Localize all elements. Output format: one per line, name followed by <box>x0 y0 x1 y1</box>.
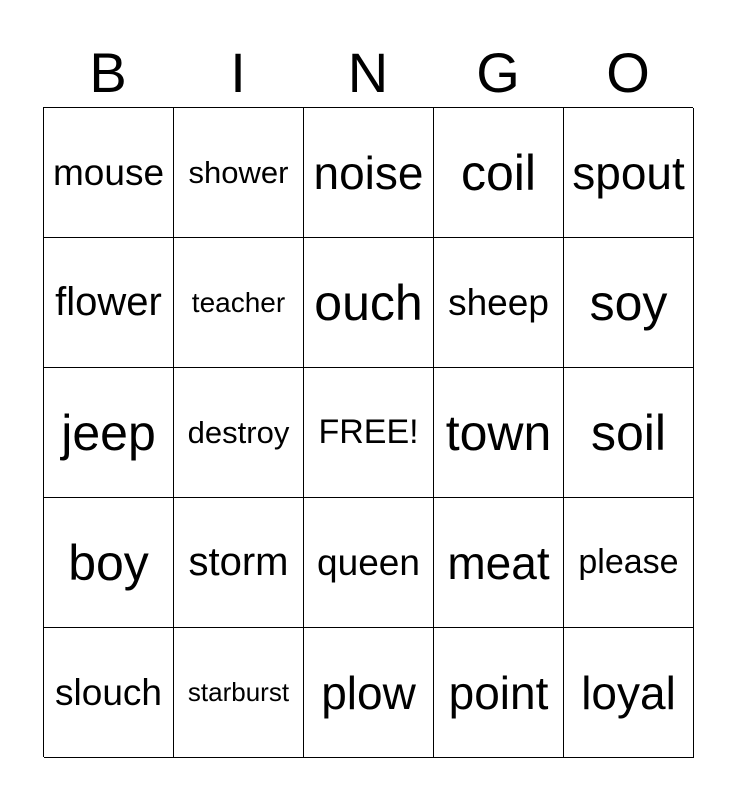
bingo-cell[interactable]: destroy <box>174 368 304 498</box>
header-letter-b: B <box>89 41 127 104</box>
header-letter-g: G <box>476 41 520 104</box>
bingo-cell[interactable]: slouch <box>44 628 174 758</box>
bingo-cell[interactable]: queen <box>304 498 434 628</box>
bingo-cell[interactable]: soil <box>564 368 694 498</box>
bingo-cell[interactable]: ouch <box>304 238 434 368</box>
header-letter-o: O <box>606 41 650 104</box>
header-letter-i: I <box>230 41 246 104</box>
bingo-cell[interactable]: please <box>564 498 694 628</box>
bingo-cell[interactable]: spout <box>564 108 694 238</box>
bingo-cell[interactable]: sheep <box>434 238 564 368</box>
bingo-cell[interactable]: point <box>434 628 564 758</box>
bingo-cell[interactable]: mouse <box>44 108 174 238</box>
bingo-cell[interactable]: storm <box>174 498 304 628</box>
bingo-cell[interactable]: coil <box>434 108 564 238</box>
bingo-cell[interactable]: meat <box>434 498 564 628</box>
bingo-header <box>43 40 693 106</box>
bingo-cell[interactable]: jeep <box>44 368 174 498</box>
bingo-cell[interactable]: noise <box>304 108 434 238</box>
bingo-cell-free[interactable]: FREE! <box>304 368 434 498</box>
bingo-cell[interactable]: teacher <box>174 238 304 368</box>
header-letter-n: N <box>347 41 389 104</box>
bingo-cell[interactable]: soy <box>564 238 694 368</box>
bingo-cell[interactable]: starburst <box>174 628 304 758</box>
bingo-cell[interactable]: plow <box>304 628 434 758</box>
bingo-cell[interactable]: town <box>434 368 564 498</box>
bingo-cell[interactable]: flower <box>44 238 174 368</box>
bingo-cell[interactable]: shower <box>174 108 304 238</box>
bingo-board <box>43 107 693 757</box>
bingo-cell[interactable]: loyal <box>564 628 694 758</box>
bingo-cell[interactable]: boy <box>44 498 174 628</box>
